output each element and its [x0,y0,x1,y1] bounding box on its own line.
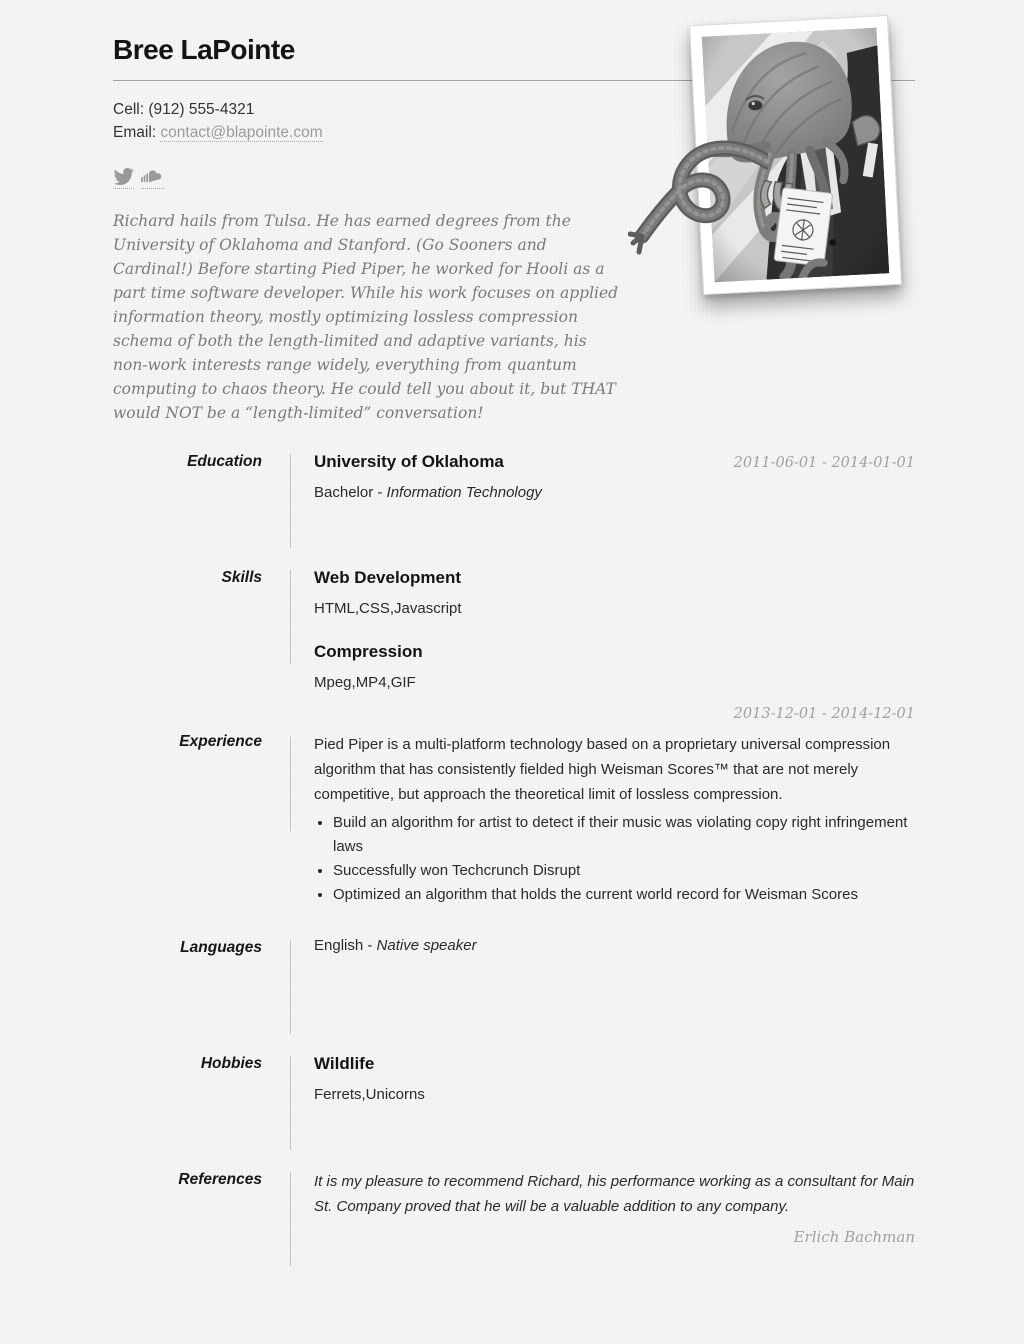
hobby-entry [314,1053,915,1103]
experience-bullet: • Build an algorithm for artist to detect if their music was violating copy right infringement laws [333,811,915,859]
twitter-icon [113,168,134,185]
section-label-languages: Languages [180,939,262,956]
section-divider [290,1056,291,1150]
language-level: Native speaker [376,937,477,954]
skill-name: Web Development [314,568,462,587]
education-entry [314,451,915,501]
education-date: 2011-06-01 - 2014-01-01 [733,455,915,471]
twitter-link[interactable] [113,168,134,189]
experience-date: 2013-12-01 - 2014-12-01 [733,706,915,722]
soundcloud-icon [141,168,164,185]
section-hobbies [113,1053,915,1155]
cell-label: Cell: [113,101,145,118]
section-label-references: References [178,1171,262,1188]
email-label: Email: [113,124,157,141]
experience-content [262,705,915,907]
skill-name: Compression [314,642,423,661]
language-name: English - [314,937,377,954]
section-label-hobbies: Hobbies [200,1055,262,1072]
hobby-details: Ferrets,Unicorns [314,1086,425,1103]
resume-body [113,451,915,1271]
languages-content [262,937,915,1039]
school-name: University of Oklahoma [314,452,504,471]
skill-entry [314,641,915,691]
skill-entry [314,567,915,617]
degree-field: Information Technology [386,484,542,501]
section-label-skills: Skills [221,569,262,586]
section-references [113,1169,915,1271]
hobby-name: Wildlife [314,1054,375,1073]
email-link[interactable]: contact@blapointe.com [160,124,323,141]
section-divider [290,737,291,831]
degree-type: Bachelor - [314,484,387,501]
section-experience [113,705,915,907]
skills-content [262,567,915,691]
bio-paragraph: Richard hails from Tulsa. He has earned degrees from the University of Oklahoma and Stanford. (Go Sooners and Cardinal!) Before starting Pied Piper, he worked for Hooli as a part time software developer. While his work focuses on applied information theory, mostly optimizing lossless compression schema of both the length-limited and adaptive variants, his non-work interests range widely, everything from quantum computing to chaos theory. He could tell you about it, but THAT would NOT be a “length-limited” conversation! [113,212,619,422]
experience-bullet: • Optimized an algorithm that holds the current world record for Weisman Scores [333,883,915,907]
hobbies-content [262,1053,915,1155]
experience-bullet-list [314,811,915,907]
experience-summary: Pied Piper is a multi-platform technology based on a proprietary universal compression algorithm that has consistently fielded high Weisman Scores™ that are not merely competitive, but approach the theoretical limit of lossless compression. [314,736,891,803]
page-title: Bree LaPointe [113,34,295,65]
breakout-tentacle-graphic [628,128,768,263]
section-divider [290,570,291,664]
soundcloud-link[interactable] [141,168,164,189]
experience-bullet: • Successfully won Techcrunch Disrupt [333,859,915,883]
references-content [262,1169,915,1271]
section-education [113,451,915,553]
section-divider [290,1172,291,1266]
section-languages [113,937,915,1039]
skill-details: Mpeg,MP4,GIF [314,674,416,691]
cell-value: (912) 555-4321 [148,101,255,118]
skill-details: HTML,CSS,Javascript [314,600,462,617]
section-label-experience: Experience [179,733,262,750]
reference-author: Erlich Bachman [793,1228,915,1246]
section-skills [113,567,915,691]
section-label-education: Education [187,453,262,470]
degree-line [314,484,915,501]
language-line [314,937,915,954]
reference-quote: It is my pleasure to recommend Richard, his performance working as a consultant for Main St. Company proved that he will be a valuable addition to any company. [314,1173,915,1215]
section-divider [290,454,291,548]
section-divider [290,940,291,1034]
education-content [262,451,915,553]
